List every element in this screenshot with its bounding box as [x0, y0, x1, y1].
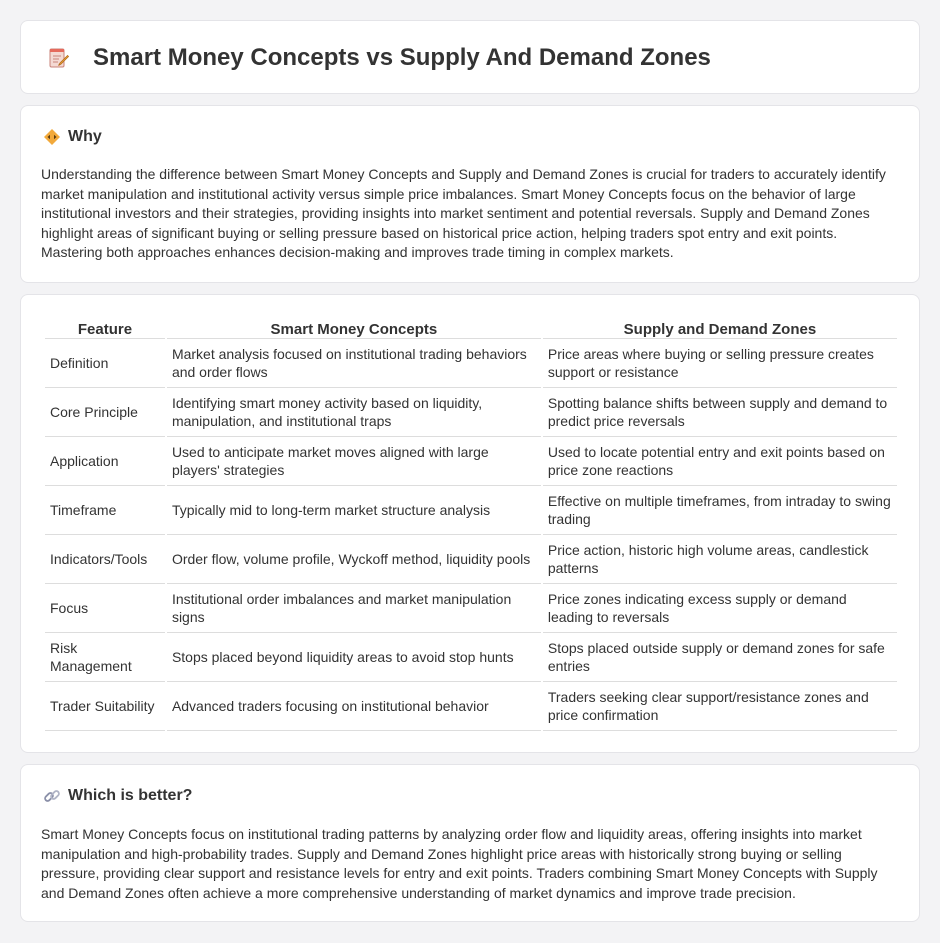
supply-demand-cell: Spotting balance shifts between supply and demand to predict price reversals: [543, 388, 897, 437]
table-row: [45, 339, 897, 388]
smart-money-cell: Typically mid to long-term market structure analysis: [167, 486, 541, 535]
which-is-better-section: [20, 764, 920, 922]
supply-demand-cell: Price areas where buying or selling pressure creates support or resistance: [543, 339, 897, 388]
table-row: [45, 486, 897, 535]
supply-demand-cell: Used to locate potential entry and exit points based on price zone reactions: [543, 437, 897, 486]
smart-money-cell: Stops placed beyond liquidity areas to avoid stop hunts: [167, 633, 541, 682]
link-icon: [43, 787, 61, 805]
comparison-table: [43, 316, 899, 731]
feature-cell: Risk Management: [45, 633, 165, 682]
feature-cell: Focus: [45, 584, 165, 633]
why-section: [20, 105, 920, 283]
feature-cell: Application: [45, 437, 165, 486]
table-header-row: [45, 316, 897, 339]
table-row: [45, 535, 897, 584]
table-row: [45, 682, 897, 731]
header-smart-money: Smart Money Concepts: [167, 316, 541, 339]
feature-cell: Trader Suitability: [45, 682, 165, 731]
diamond-arrows-icon: [43, 128, 61, 146]
title-row: [47, 44, 711, 72]
page-title: Smart Money Concepts vs Supply And Demand Zones: [93, 44, 711, 71]
table-row: [45, 437, 897, 486]
header-supply-demand: Supply and Demand Zones: [543, 316, 897, 339]
table-row: [45, 388, 897, 437]
why-title: Why: [68, 128, 102, 145]
better-title: Which is better?: [68, 787, 193, 804]
smart-money-cell: Institutional order imbalances and market manipulation signs: [167, 584, 541, 633]
smart-money-cell: Market analysis focused on institutional trading behaviors and order flows: [167, 339, 541, 388]
header-feature: Feature: [45, 316, 165, 339]
why-paragraph: Understanding the difference between Smart Money Concepts and Supply and Demand Zones is crucial for traders to accurately identify market manipulation and institutional activity versus simple price imbalances. Smart Money Concepts focus on the behavior of large institutional investors and their strategies, providing insights into market sentiment and potential reversals. Supply and Demand Zones highlight areas of significant buying or selling pressure based on historical price action, helping traders spot entry and exit points. Mastering both approaches enhances decision-making and improves trade timing in complex markets.: [41, 166, 886, 261]
smart-money-cell: Used to anticipate market moves aligned with large players' strategies: [167, 437, 541, 486]
smart-money-cell: Order flow, volume profile, Wyckoff method, liquidity pools: [167, 535, 541, 584]
supply-demand-cell: Effective on multiple timeframes, from intraday to swing trading: [543, 486, 897, 535]
smart-money-cell: Advanced traders focusing on institutional behavior: [167, 682, 541, 731]
supply-demand-cell: Traders seeking clear support/resistance zones and price confirmation: [543, 682, 897, 731]
supply-demand-cell: Price action, historic high volume areas, candlestick patterns: [543, 535, 897, 584]
notepad-pencil-icon: [47, 46, 71, 70]
table-row: [45, 584, 897, 633]
feature-cell: Timeframe: [45, 486, 165, 535]
smart-money-cell: Identifying smart money activity based on liquidity, manipulation, and institutional traps: [167, 388, 541, 437]
better-paragraph: Smart Money Concepts focus on institutional trading patterns by analyzing order flow and liquidity areas, offering insights into market manipulation and high-probability trades. Supply and Demand Zones highlight price areas with historically strong buying or selling pressure, providing clear support and resistance levels for entry and exit points. Traders combining Smart Money Concepts with Supply and Demand Zones often achieve a more comprehensive understanding of market dynamics and improve trade precision.: [41, 826, 878, 901]
comparison-card: [20, 294, 920, 753]
supply-demand-cell: Price zones indicating excess supply or demand leading to reversals: [543, 584, 897, 633]
feature-cell: Definition: [45, 339, 165, 388]
feature-cell: Core Principle: [45, 388, 165, 437]
better-heading: [43, 787, 192, 805]
feature-cell: Indicators/Tools: [45, 535, 165, 584]
why-heading: [43, 128, 102, 146]
title-card: [20, 20, 920, 94]
supply-demand-cell: Stops placed outside supply or demand zones for safe entries: [543, 633, 897, 682]
table-row: [45, 633, 897, 682]
